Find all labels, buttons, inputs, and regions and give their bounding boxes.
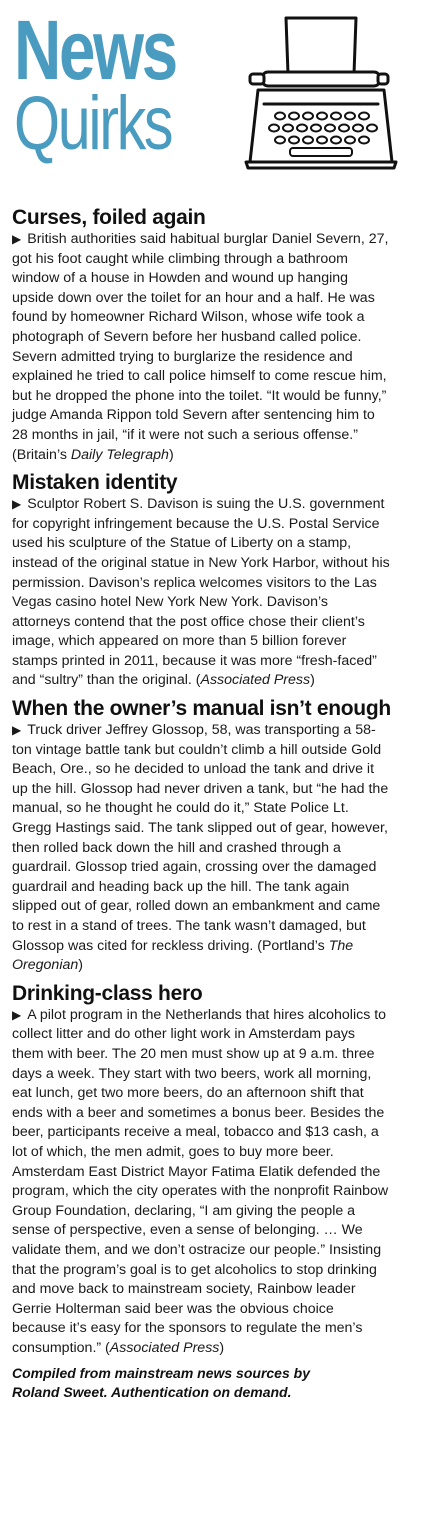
- news-quirks-column: [12, 206, 390, 1402]
- bullet-arrow-icon: ▶: [12, 1007, 22, 1022]
- story-source: The Oregonian: [12, 937, 354, 974]
- story-headline: Mistaken identity: [12, 471, 178, 495]
- story-body: [12, 230, 390, 465]
- masthead-title: [14, 3, 221, 166]
- story-headline: When the owner’s manual isn’t enough: [12, 697, 391, 721]
- story-body: [12, 495, 390, 691]
- title-quirks: Quirks: [14, 81, 172, 166]
- story-headline: Drinking-class hero: [12, 981, 203, 1005]
- story-source-close: ): [219, 1339, 225, 1356]
- story-body: [12, 721, 390, 976]
- story-source: Associated Press: [200, 672, 311, 689]
- story-text: Truck driver Jeffrey Glossop, 58, was transporting a 58-ton vintage battle tank but couldn’t climb a hill outside Gold Beach, Ore., so he decided to unload the tank and drive it up the hill. Glossop had never driven a tank, but “he had the manual, so he thought he could do it,” State Police Lt. Gregg Hastings said. The tank slipped out of gear, however, then rolled back down the hill and crashed through a guardrail. Glossop tried again, crossing over the damaged guardrail and heading back up the hill. The tank again slipped out of gear, rolled down an embankment and came to rest in a stand of trees. The tank wasn’t damaged, but Glossop was cited for reckless driving. (Portland’s: [12, 722, 389, 954]
- story-text: A pilot program in the Netherlands that hires alcoholics to collect litter and do other light work in Amsterdam pays them with beer. The 20 men must show up at 9 a.m. three days a week. They start with two beers, work all morning, eat lunch, get two more beers, do an afternoon shift that ends with a beer and sometimes a bonus beer. Besides the beer, participants receive a meal, tobacco and $13 cash, a lot of which, the men admit, goes to buy more beer. Amsterdam East District Mayor Fatima Elatik defended the program, which the city operates with the nonprofit Rainbow Group Foundation, declaring, “I am giving the people a sense of perspective, even a sense of belonging. … We validate them, and we don’t ostracize our people.” Insisting that the program’s goal is to get alcoholics to stop drinking and move back to mainstream society, Rainbow leader Gerrie Holterman said beer was the obvious choice because it’s easy for the sponsors to regulate the men’s consumption.” (: [12, 1006, 389, 1356]
- bullet-arrow-icon: ▶: [12, 723, 22, 738]
- story-source-close: ): [78, 957, 83, 974]
- bullet-arrow-icon: ▶: [12, 232, 22, 246]
- story-mistaken-identity: [12, 471, 390, 691]
- story-drinking-class-hero: [12, 982, 390, 1359]
- title-news: News: [14, 3, 176, 97]
- masthead: [10, 3, 410, 198]
- story-source-close: ): [168, 446, 174, 463]
- story-source: Daily Telegraph: [70, 446, 169, 463]
- story-source-close: ): [310, 672, 315, 689]
- story-owners-manual: [12, 697, 390, 976]
- column-credit: [12, 1364, 390, 1402]
- credit-line-2: Roland Sweet. Authentication on demand.: [12, 1384, 292, 1401]
- typewriter-icon: [228, 12, 398, 172]
- credit-line-1: Compiled from mainstream news sources by: [12, 1365, 310, 1382]
- story-text: British authorities said habitual burglar Daniel Severn, 27, got his foot caught while climbing through a bathroom window of a house in Howden and wound up hanging upside down over the toilet for an hour and a half. He was found by homeowner Richard Wilson, whose wife took a photograph of Severn before her husband called police. Severn admitted trying to burglarize the residence and explained he tried to call police himself to come rescue him, but he dropped the phone into the toilet. “It would be funny,” judge Amanda Rippon told Severn after sentencing him to 28 months in jail, “if it were not such a serious offense.” (Britain’s: [12, 231, 389, 463]
- story-body: [12, 1006, 390, 1359]
- story-source: Associated Press: [109, 1339, 220, 1356]
- story-curses: [12, 206, 390, 465]
- story-text: Sculptor Robert S. Davison is suing the U.S. government for copyright infringement because the U.S. Postal Service used his sculpture of the Statue of Liberty on a stamp, instead of the original statue in New York Harbor, without his permission. Davison’s replica welcomes visitors to the Las Vegas casino hotel New York New York. Davison’s attorneys contend that the post office chose their client’s image, which appeared on more than 5 billion forever stamps printed in 2011, because it was more “fresh-faced” and “sultry” than the original. (: [12, 496, 390, 689]
- story-headline: Curses, foiled again: [12, 206, 206, 229]
- bullet-arrow-icon: ▶: [12, 497, 22, 512]
